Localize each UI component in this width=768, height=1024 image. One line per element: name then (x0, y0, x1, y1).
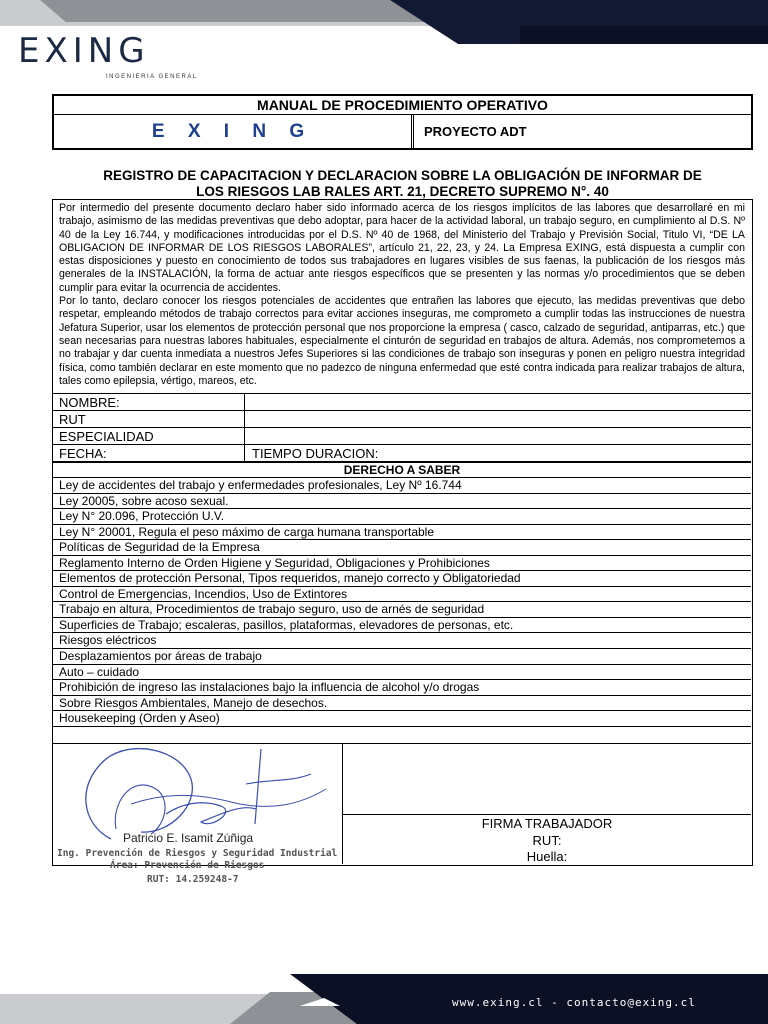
document-title-line1: REGISTRO DE CAPACITACION Y DECLARACION SOBRE LA OBLIGACIÓN DE INFORMAR DE (103, 168, 702, 183)
field-especialidad-label: ESPECIALIDAD (59, 429, 154, 444)
footer-band (0, 974, 768, 1024)
derecho-item: Auto – cuidado (53, 665, 751, 681)
document-title (52, 168, 753, 200)
signer-name: Patricio E. Isamit Zúñiga (123, 831, 254, 845)
registration-form (52, 199, 753, 866)
derecho-item: Ley N° 20001, Regula el peso máximo de carga humana transportable (53, 525, 751, 541)
field-nombre[interactable] (53, 394, 751, 411)
field-especialidad[interactable] (53, 428, 751, 445)
logo-subtitle: INGENIERIA GENERAL (106, 74, 198, 80)
derecho-item: Housekeeping (Orden y Aseo) (53, 711, 751, 727)
declaration-text (53, 200, 751, 394)
field-divider (244, 428, 245, 445)
signer-title: Ing. Prevención de Riesgos y Seguridad Industrial (57, 848, 338, 859)
field-divider (244, 394, 245, 411)
derecho-item: Superficies de Trabajo; escaleras, pasillos, plataformas, elevadores de personas, etc. (53, 618, 751, 634)
derecho-item: Sobre Riesgos Ambientales, Manejo de desechos. (53, 696, 751, 712)
worker-rut-label: RUT: (532, 832, 562, 848)
field-tiempo-label: TIEMPO DURACION: (252, 446, 379, 461)
derecho-item: Políticas de Seguridad de la Empresa (53, 540, 751, 556)
company-name: E X I N G (54, 115, 414, 148)
worker-signature-labels (343, 815, 751, 864)
blank-row (53, 728, 751, 744)
field-nombre-label: NOMBRE: (59, 395, 120, 410)
signer-rut: RUT: 14.259248-7 (147, 874, 239, 885)
footer-contact[interactable]: www.exing.cl - contacto@exing.cl (452, 996, 696, 1009)
derecho-item: Ley N° 20.096, Protección U.V. (53, 509, 751, 525)
manual-title: MANUAL DE PROCEDIMIENTO OPERATIVO (54, 96, 751, 115)
logo-wordmark: EXING (18, 31, 150, 71)
field-divider (244, 445, 245, 462)
project-name: PROYECTO ADT (424, 124, 527, 139)
derecho-item: Control de Emergencias, Incendios, Uso de Extintores (53, 587, 751, 603)
worker-signature-space[interactable] (343, 744, 751, 815)
header-band-darker (520, 26, 768, 44)
derecho-a-saber-title: DERECHO A SABER (53, 462, 751, 478)
manual-title-box (52, 94, 753, 150)
derecho-item: Ley 20005, sobre acoso sexual. (53, 494, 751, 510)
signer-area: Área: Prevención de Riesgos (110, 860, 265, 871)
worker-firma-label: FIRMA TRABAJADOR (481, 816, 613, 831)
derecho-item: Reglamento Interno de Orden Higiene y Seguridad, Obligaciones y Prohibiciones (53, 556, 751, 572)
derecho-item: Elementos de protección Personal, Tipos requeridos, manejo correcto y Obligatoriedad (53, 571, 751, 587)
declaration-paragraph-1: Por intermedio del presente documento declaro haber sido informado acerca de los riesgos implícitos de las labores que desarrollaré en mi trabajo, asimismo de las medidas preventivas que debo adoptar, para hacer de la actividad laboral, un trabajo seguro, en cumplimiento al D.S. Nº 40 de la Ley 16.744, y modificaciones introducidas por el D.S. Nº 40 de 1968, del Ministerio del Trabajo y Previsión Social, Titulo VI, “DE LA OBLIGACION DE INFORMAR DE LOS RIESGOS LABORALES”, artículo 21, 22, 23, y 24. La Empresa EXING, está dispuesta a cumplir con estas disposiciones y puesto en conocimiento de todos sus trabajadores en lugares visibles de sus faenas, la publicación de los riesgos más generales de la INSTALACIÓN, la forma de actuar ante riesgos específicos que se presenten y las normas y/o procedimientos que se deben cumplir para evitar la ocurrencia de accidentes. (59, 202, 745, 294)
derecho-item: Ley de accidentes del trabajo y enfermedades profesionales, Ley Nº 16.744 (53, 478, 751, 494)
derecho-item: Desplazamientos por áreas de trabajo (53, 649, 751, 665)
derecho-item: Prohibición de ingreso las instalaciones bajo la influencia de alcohol y/o drogas (53, 680, 751, 696)
field-rut[interactable] (53, 411, 751, 428)
document-title-line2: LOS RIESGOS LAB RALES ART. 21, DECRETO SUPREMO N°. 40 (196, 184, 609, 199)
field-divider (244, 411, 245, 428)
derecho-item: Riesgos eléctricos (53, 633, 751, 649)
instructor-signature-cell (53, 744, 343, 864)
field-fecha-label: FECHA: (59, 446, 107, 461)
declaration-paragraph-2: Por lo tanto, declaro conocer los riesgos potenciales de accidentes que entrañen las labores que ejecuto, las medidas preventivas que debo respetar, empleando métodos de trabajo correctos para evitar acciones inseguras, me comprometo a cumplir todas las instrucciones de nuestra Jefatura Superior, usar los elementos de protección personal que nos proporcione la empresa ( casco, calzado de seguridad, antiparras, etc.) que sean necesarias para nuestras labores habituales, especialmente el cinturón de seguridad en trabajos de altura. Además, nos comprometemos a no trabajar y dar cuenta inmediata a nuestros Jefes Superiores si las condiciones de trabajo son inseguras y ponen en peligro nuestra integridad física, como también declarar en este momento que no padezco de ninguna enfermedad que esté contra indicada para realizar trabajos de altura, tales como epilepsia, vértigo, mareos, etc. (59, 295, 745, 387)
field-fecha[interactable] (53, 445, 751, 462)
field-rut-label: RUT (59, 412, 86, 427)
derecho-a-saber-list (53, 478, 751, 727)
worker-huella-label: Huella: (526, 849, 568, 864)
derecho-item: Trabajo en altura, Procedimientos de trabajo seguro, uso de arnés de seguridad (53, 602, 751, 618)
company-logo (18, 31, 208, 86)
